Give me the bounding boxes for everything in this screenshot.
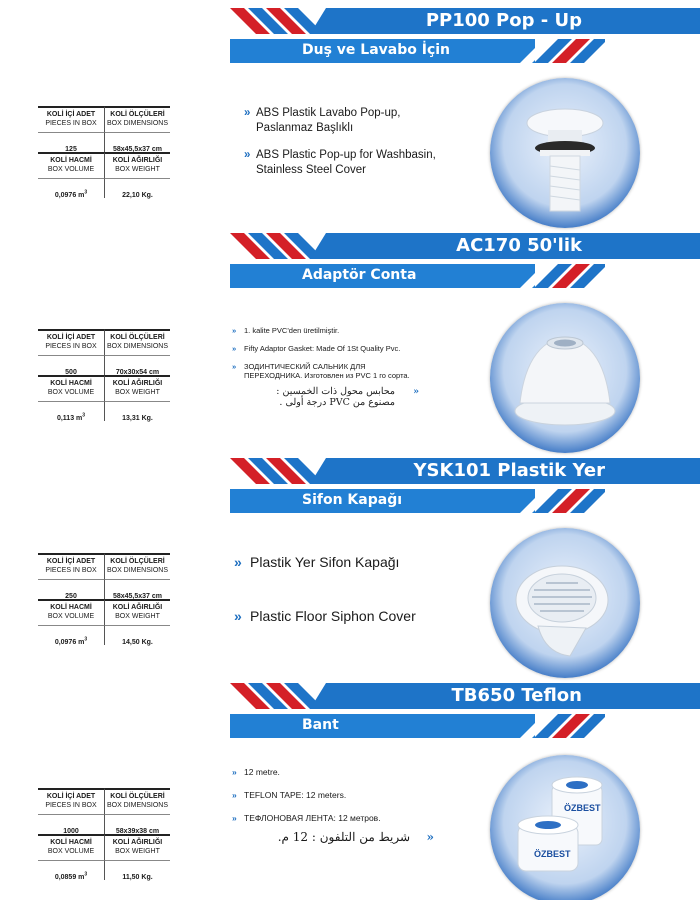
- double-chevron-icon: »: [232, 326, 237, 335]
- product-subtitle: Sifon Kapağı: [302, 492, 403, 508]
- red-blue-stripes-decoration: [520, 489, 605, 513]
- volume-value: 0,0859 $m^3$: [54, 871, 88, 881]
- product-subtitle: Duş ve Lavabo İçin: [302, 42, 451, 58]
- adaptor-gasket-icon: [490, 303, 640, 453]
- pop-up-drain-icon: [490, 78, 640, 228]
- product-section-pp100: [0, 0, 700, 225]
- floor-siphon-cover-icon: [490, 528, 640, 678]
- double-chevron-icon: »: [232, 362, 237, 371]
- double-chevron-icon: »: [232, 344, 237, 353]
- product-section-ysk101: [0, 450, 700, 675]
- dims-value: 58x45,5x37 cm: [112, 146, 163, 153]
- double-chevron-icon: »: [244, 149, 251, 161]
- subtitle-bar: [230, 714, 605, 738]
- teflon-tape-icon: [490, 755, 640, 900]
- brand-label: ÖZBEST: [534, 849, 571, 859]
- dims-value: 70x30x54 cm: [115, 369, 160, 376]
- box-info-table: KOLİ İÇİ ADET PIECES IN BOX KOLİ ÖLÇÜLERİ BOX DIMENSIONS 500 70x30x54 cm KOLİ HACMİ BOX VOLUME KOLİ AĞIRLIĞI BOX WEIGHT 0,113 $m^3$ 13,31 Kg.: [38, 329, 171, 421]
- bullet-item: » ЗОДИНТИЧЕСКИЙ САЛЬНИК ДЛЯ ПЕРЕХОДНИКА. Изготовлен из PVC 1 го сорта.: [232, 362, 410, 380]
- subtitle-bar: [230, 264, 605, 288]
- weight-value: 13,31 Kg.: [122, 415, 153, 422]
- double-chevron-icon: «: [413, 386, 419, 397]
- brand-label: ÖZBEST: [564, 803, 601, 813]
- title-bar: [230, 683, 700, 709]
- bullet-item: » ABS Plastik Lavabo Pop-up, Paslanmaz Başlıklı: [244, 107, 401, 134]
- product-description: [244, 106, 454, 190]
- product-section-tb650: [0, 675, 700, 900]
- double-chevron-icon: »: [232, 790, 237, 800]
- box-info-table: KOLİ İÇİ ADET PIECES IN BOX KOLİ ÖLÇÜLERİ BOX DIMENSIONS 125 58x45,5x37 cm KOLİ HACMİ BOX VOLUME KOLİ AĞIRLIĞI BOX WEIGHT 0,0976 $m^3$ 22,10 Kg.: [38, 106, 171, 198]
- volume-value: 0,113 $m^3$: [56, 412, 86, 422]
- product-title: TB650 Teflon: [451, 685, 582, 706]
- bullet-item: » 12 metre.: [232, 767, 280, 777]
- dims-value: 58x39x38 cm: [115, 828, 160, 835]
- weight-value: 11,50 Kg.: [122, 874, 153, 881]
- title-bar: [230, 233, 700, 259]
- weight-value: 22,10 Kg.: [122, 192, 153, 199]
- bullet-item: » 1. kalite PVC'den üretilmiştir.: [232, 326, 340, 335]
- bullet-item-arabic: « شريط من التلفون : 12 م.: [277, 830, 434, 844]
- weight-value: 14,50 Kg.: [122, 639, 153, 646]
- product-title: AC170 50'lik: [456, 235, 582, 256]
- product-description: [234, 554, 464, 662]
- bullet-item: » ABS Plastic Pop-up for Washbasin, Stainless Steel Cover: [244, 149, 436, 176]
- product-subtitle: Adaptör Conta: [302, 267, 417, 283]
- red-blue-stripes-decoration: [520, 714, 605, 738]
- pieces-value: 250: [65, 593, 77, 600]
- title-bar: [230, 8, 700, 34]
- title-bar: [230, 458, 700, 484]
- red-blue-stripes-decoration: [230, 458, 325, 484]
- subtitle-bar: [230, 489, 605, 513]
- red-blue-stripes-decoration: [520, 39, 605, 63]
- pieces-value: 125: [65, 146, 77, 153]
- box-info-table: KOLİ İÇİ ADET PIECES IN BOX KOLİ ÖLÇÜLERİ BOX DIMENSIONS 250 58x45,5x37 cm KOLİ HACMİ BOX VOLUME KOLİ AĞIRLIĞI BOX WEIGHT 0,0976 $m^3$ 14,50 Kg.: [38, 553, 171, 645]
- bullet-item-arabic: « محابس محول ذات الخمسين : مصنوع من PVC درجة أولى .: [276, 386, 419, 408]
- dims-value: 58x45,5x37 cm: [112, 593, 163, 600]
- product-description: [232, 326, 422, 417]
- red-blue-stripes-decoration: [230, 683, 325, 709]
- double-chevron-icon: »: [234, 554, 242, 570]
- red-blue-stripes-decoration: [230, 8, 325, 34]
- subtitle-bar: [230, 39, 605, 63]
- volume-value: 0,0976 $m^3$: [54, 636, 88, 646]
- product-description: [232, 767, 442, 857]
- product-title: YSK101 Plastik Yer: [413, 460, 605, 481]
- pieces-value: 1000: [63, 828, 79, 835]
- product-title: PP100 Pop - Up: [425, 10, 582, 31]
- product-section-ac170: [0, 225, 700, 450]
- red-blue-stripes-decoration: [520, 264, 605, 288]
- box-info-table: KOLİ İÇİ ADET PIECES IN BOX KOLİ ÖLÇÜLERİ BOX DIMENSIONS 1000 58x39x38 cm KOLİ HACMİ BOX VOLUME KOLİ AĞIRLIĞI BOX WEIGHT 0,0859 $m^3$ 11,50 Kg.: [38, 788, 171, 880]
- pieces-value: 500: [65, 369, 77, 376]
- bullet-item: » TEFLON TAPE: 12 meters.: [232, 790, 347, 800]
- bullet-item: » ТЕФЛОНОВАЯ ЛЕНТА: 12 метров.: [232, 813, 381, 823]
- bullet-item: » Plastik Yer Sifon Kapağı: [234, 554, 400, 570]
- bullet-item: » Fifty Adaptor Gasket: Made Of 1St Quality Pvc.: [232, 344, 401, 353]
- red-blue-stripes-decoration: [230, 233, 325, 259]
- double-chevron-icon: »: [232, 813, 237, 823]
- double-chevron-icon: »: [232, 767, 237, 777]
- double-chevron-icon: »: [234, 608, 242, 624]
- volume-value: 0,0976 $m^3$: [54, 189, 88, 199]
- bullet-item: » Plastic Floor Siphon Cover: [234, 608, 416, 624]
- double-chevron-icon: »: [244, 107, 251, 119]
- double-chevron-icon: «: [426, 830, 434, 844]
- product-subtitle: Bant: [302, 717, 339, 733]
